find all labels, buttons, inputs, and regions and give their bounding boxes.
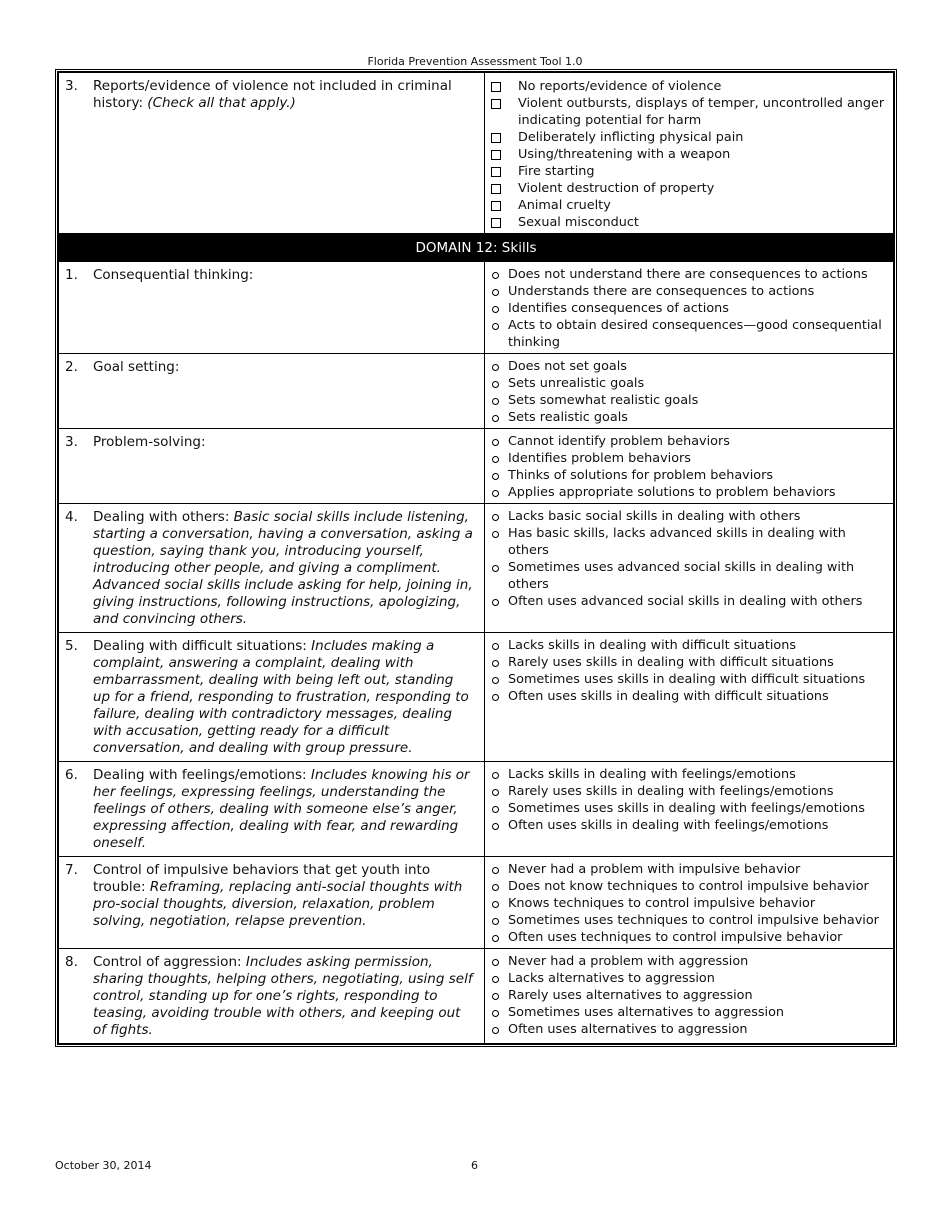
radio-button[interactable] [492,289,499,296]
skill-question [59,429,484,455]
radio-button[interactable] [492,323,499,330]
option-item [491,484,889,501]
option-label: Violent outbursts, displays of temper, uncontrolled anger indicating potential for harm [518,96,885,128]
option-item [491,1021,889,1038]
skill-row [59,429,894,504]
option-item [491,1004,889,1021]
skill-question [59,949,484,1043]
option-label: Does not understand there are consequences to actions [508,267,868,282]
checkbox[interactable] [491,167,501,177]
checkbox[interactable] [491,218,501,228]
option-label: Often uses techniques to control impulsive behavior [508,930,843,945]
violence-option [491,129,889,146]
radio-button[interactable] [492,1027,499,1034]
radio-button[interactable] [492,901,499,908]
option-label: Lacks alternatives to aggression [508,971,715,986]
checkbox[interactable] [491,82,501,92]
option-label: Often uses advanced social skills in dealing with others [508,594,863,609]
skill-row [59,633,894,762]
question-number: 8. [65,954,78,970]
option-item [491,688,889,705]
question-note: Includes knowing his or her feelings, expressing feelings, understanding the feelings of others, dealing with someone else’s anger, expressing affection, dealing with fear, and rewarding oneself. [93,767,470,851]
options-cell [485,429,894,504]
radio-button[interactable] [492,806,499,813]
question-note: Includes making a complaint, answering a complaint, dealing with embarrassment, dealing with being left out, standing up for a friend, responding to frustration, responding to failure, dealing with contradictory messages, dealing with accusation, getting ready for a difficult conversation, and dealing with group pressure. [93,638,469,756]
question-note: Includes asking permission, sharing thoughts, helping others, negotiating, using self control, standing up for one’s rights, responding to teasing, avoiding trouble with others, and keeping out of fights. [93,954,473,1038]
option-label: Acts to obtain desired consequences—good consequential thinking [508,318,882,350]
question-cell [59,762,485,857]
option-item [491,987,889,1004]
skill-question [59,354,484,380]
options-cell [485,262,894,354]
skill-row [59,262,894,354]
options-cell [485,633,894,762]
option-label: Violent destruction of property [518,181,715,196]
options-cell [485,354,894,429]
checkbox[interactable] [491,184,501,194]
page-header: Florida Prevention Assessment Tool 1.0 [367,55,583,68]
radio-button[interactable] [492,772,499,779]
radio-button[interactable] [492,660,499,667]
question-cell [59,354,485,429]
radio-button[interactable] [492,789,499,796]
radio-button[interactable] [492,935,499,942]
option-item [491,266,889,283]
radio-button[interactable] [492,599,499,606]
page-number: 6 [471,1159,478,1172]
question-number: 3. [65,78,78,94]
question-label: Consequential thinking: [93,267,254,283]
option-item [491,593,889,610]
skill-row [59,762,894,857]
option-item [491,929,889,946]
violence-option [491,180,889,197]
option-item [491,953,889,970]
radio-button[interactable] [492,884,499,891]
question-label: Problem-solving: [93,434,206,450]
options-cell [485,73,894,234]
radio-button[interactable] [492,823,499,830]
question-label: Goal setting: [93,359,180,375]
radio-button[interactable] [492,959,499,966]
option-label: Deliberately inflicting physical pain [518,130,744,145]
question-note: Basic social skills include listening, starting a conversation, having a conversation, asking a question, saying thank you, introducing yourself, introducing other people, and giving a compliment. Advanced social skills include asking for help, joining in, giving instructions, following instructions, apologizing, and convincing others. [93,509,473,627]
radio-button[interactable] [492,439,499,446]
skill-options [485,762,893,836]
option-label: Often uses alternatives to aggression [508,1022,748,1037]
option-item [491,654,889,671]
radio-button[interactable] [492,918,499,925]
skill-options [485,504,893,612]
option-item [491,392,889,409]
question-label: Dealing with difficult situations: [93,638,312,654]
violence-option [491,78,889,95]
options-cell [485,504,894,633]
option-label: Sets unrealistic goals [508,376,645,391]
option-label: Identifies problem behaviors [508,451,691,466]
option-item [491,317,889,351]
skill-row [59,949,894,1044]
option-item [491,912,889,929]
skill-options [485,857,893,948]
radio-button[interactable] [492,272,499,279]
option-item [491,283,889,300]
question-label: Control of aggression: [93,954,246,970]
question-note: (Check all that apply.) [147,95,296,111]
radio-button[interactable] [492,643,499,650]
option-label: Never had a problem with impulsive behavior [508,862,801,877]
question-number: 1. [65,267,78,283]
question-number: 4. [65,509,78,525]
option-label: Fire starting [518,164,595,179]
question-number: 7. [65,862,78,878]
option-label: Rarely uses skills in dealing with difficult situations [508,655,834,670]
option-label: Sets realistic goals [508,410,628,425]
skill-question [59,262,484,288]
question-note: Reframing, replacing anti-social thoughts with pro-social thoughts, diversion, relaxation, problem solving, negotiation, relapse prevention. [93,879,463,929]
option-label: Sometimes uses techniques to control impulsive behavior [508,913,879,928]
question-number: 5. [65,638,78,654]
skill-row [59,857,894,949]
option-label: Sometimes uses skills in dealing with feelings/emotions [508,801,865,816]
option-item [491,671,889,688]
option-item [491,358,889,375]
option-label: Has basic skills, lacks advanced skills in dealing with others [508,526,846,558]
option-item [491,559,889,593]
option-label: Lacks skills in dealing with difficult situations [508,638,797,653]
radio-button[interactable] [492,694,499,701]
option-label: Knows techniques to control impulsive behavior [508,896,816,911]
skill-row [59,504,894,633]
option-label: Identifies consequences of actions [508,301,729,316]
option-label: Sometimes uses alternatives to aggression [508,1005,785,1020]
radio-button[interactable] [492,306,499,313]
option-label: Understands there are consequences to actions [508,284,815,299]
assessment-table [58,72,894,1044]
skill-question [59,762,484,856]
option-item [491,766,889,783]
option-label: Cannot identify problem behaviors [508,434,730,449]
question-cell [59,949,485,1044]
option-item [491,525,889,559]
option-label: Animal cruelty [518,198,611,213]
option-label: Sometimes uses skills in dealing with difficult situations [508,672,866,687]
radio-button[interactable] [492,381,499,388]
question-label: Dealing with feelings/emotions: [93,767,311,783]
violence-question [59,73,484,116]
skill-options [485,354,893,428]
option-item [491,508,889,525]
question-label: Dealing with others: [93,509,234,525]
question-cell [59,262,485,354]
radio-button[interactable] [492,364,499,371]
option-label: Sexual misconduct [518,215,639,230]
option-item [491,300,889,317]
question-label: Control of impulsive behaviors that get youth into trouble: [93,862,431,895]
option-item [491,800,889,817]
option-item [491,467,889,484]
radio-button[interactable] [492,1010,499,1017]
radio-button[interactable] [492,456,499,463]
radio-button[interactable] [492,565,499,572]
violence-option [491,163,889,180]
violence-options [485,73,893,233]
radio-button[interactable] [492,867,499,874]
violence-row [59,73,894,234]
domain-header-row [59,234,894,262]
option-item [491,970,889,987]
option-label: Thinks of solutions for problem behaviors [508,468,774,483]
option-item [491,450,889,467]
option-label: Often uses skills in dealing with feelings/emotions [508,818,829,833]
checkbox[interactable] [491,99,501,109]
question-cell [59,633,485,762]
option-label: Applies appropriate solutions to problem behaviors [508,485,836,500]
radio-button[interactable] [492,514,499,521]
radio-button[interactable] [492,473,499,480]
question-cell [59,504,485,633]
assessment-table-frame [55,69,897,1047]
option-label: Rarely uses alternatives to aggression [508,988,753,1003]
question-label: Reports/evidence of violence not included in criminal history: [93,78,452,111]
option-item [491,409,889,426]
radio-button[interactable] [492,398,499,405]
skill-question [59,857,484,934]
option-label: Sets somewhat realistic goals [508,393,699,408]
violence-option [491,146,889,163]
option-item [491,861,889,878]
option-label: Often uses skills in dealing with difficult situations [508,689,829,704]
skill-options [485,949,893,1040]
radio-button[interactable] [492,677,499,684]
option-item [491,375,889,392]
option-item [491,878,889,895]
skill-row [59,354,894,429]
question-cell [59,429,485,504]
option-label: Never had a problem with aggression [508,954,749,969]
question-number: 2. [65,359,78,375]
checkbox[interactable] [491,201,501,211]
option-label: Using/threatening with a weapon [518,147,731,162]
options-cell [485,857,894,949]
violence-option [491,95,889,129]
option-label: Sometimes uses advanced social skills in dealing with others [508,560,855,592]
options-cell [485,949,894,1044]
checkbox[interactable] [491,150,501,160]
question-cell [59,73,485,234]
skill-question [59,504,484,632]
radio-button[interactable] [492,415,499,422]
radio-button[interactable] [492,976,499,983]
footer-date: October 30, 2014 [55,1159,152,1172]
option-label: Lacks skills in dealing with feelings/emotions [508,767,796,782]
option-label: No reports/evidence of violence [518,79,722,94]
option-item [491,637,889,654]
radio-button[interactable] [492,490,499,497]
skill-question [59,633,484,761]
question-number: 3. [65,434,78,450]
violence-option [491,214,889,231]
skill-options [485,429,893,503]
option-label: Rarely uses skills in dealing with feelings/emotions [508,784,834,799]
violence-option [491,197,889,214]
option-label: Does not know techniques to control impulsive behavior [508,879,869,894]
option-item [491,817,889,834]
option-item [491,433,889,450]
skill-options [485,262,893,353]
radio-button[interactable] [492,993,499,1000]
option-item [491,895,889,912]
options-cell [485,762,894,857]
checkbox[interactable] [491,133,501,143]
option-label: Lacks basic social skills in dealing with others [508,509,801,524]
domain-title: DOMAIN 12: Skills [59,234,894,262]
question-number: 6. [65,767,78,783]
option-label: Does not set goals [508,359,627,374]
skill-options [485,633,893,707]
radio-button[interactable] [492,531,499,538]
option-item [491,783,889,800]
question-cell [59,857,485,949]
